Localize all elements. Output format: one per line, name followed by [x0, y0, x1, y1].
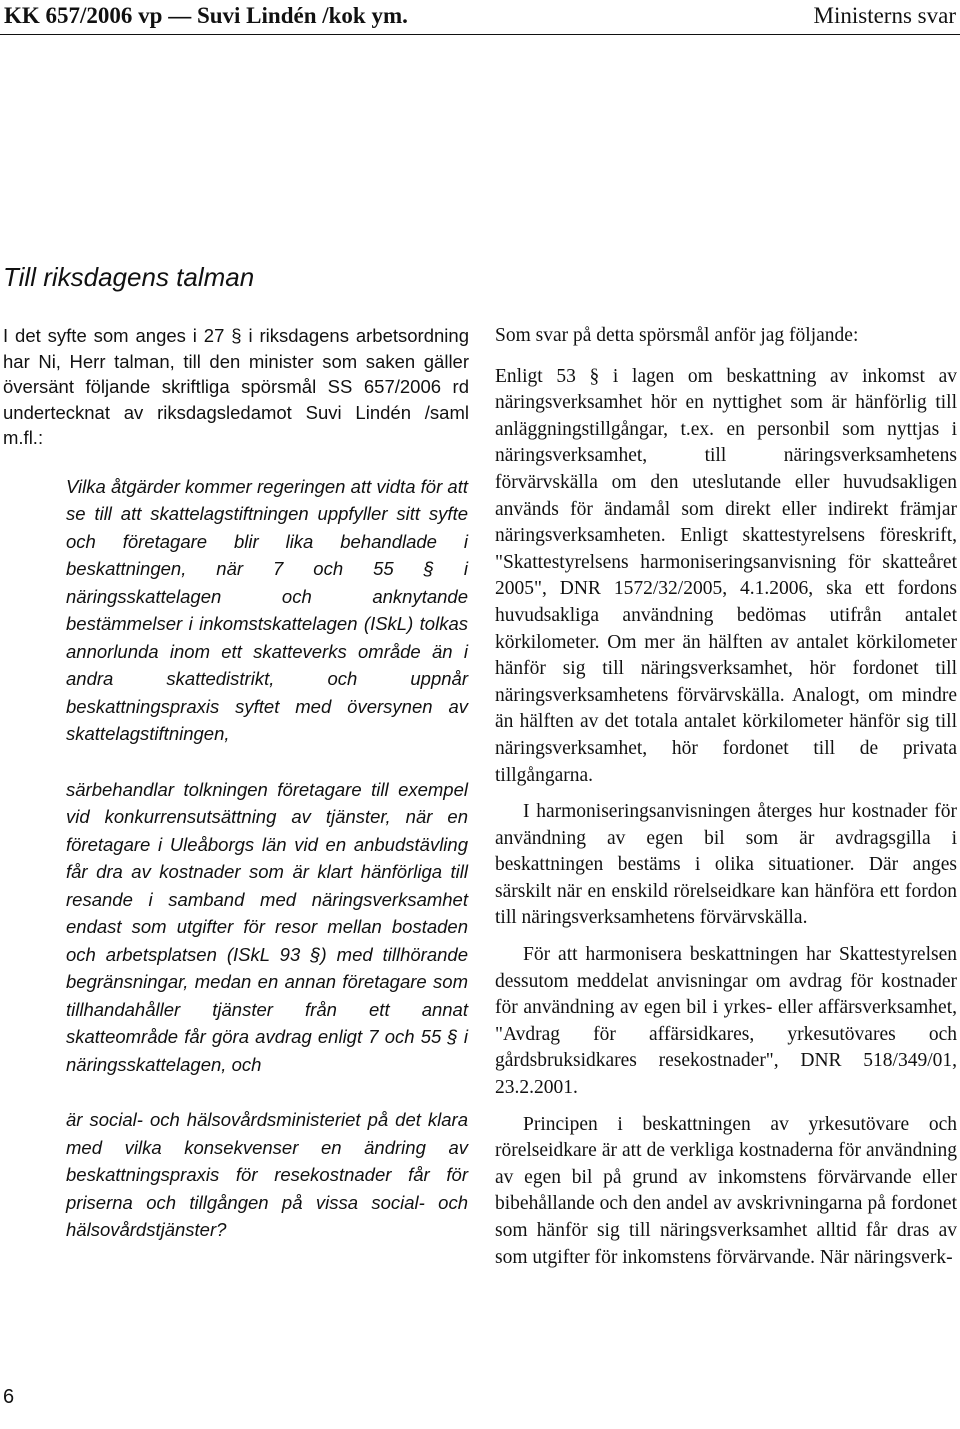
- question-paragraph-2: särbehandlar tolkningen företagare till exempel vid konkurrensutsättning av tjänster, när en företagare i Uleåborgs län vid en anbudstävling får dra av kostnader som är klart hänförliga till resande i samband med näringsverksamhet endast som utgifter för resor mellan bostaden och arbetsplatsen (ISkL 93 §) med tillhörande begränsningar, medan en annan företagare som tillhandahåller tjänster från ett annat skatteområde får göra avdrag enligt 7 och 55 § i näringsskattelagen, och: [66, 778, 468, 1075]
- salutation: Till riksdagens talman: [3, 262, 255, 292]
- page-header: [0, 0, 960, 35]
- left-column: [3, 323, 469, 1272]
- header-reference: KK 657/2006 vp — Suvi Lindén /kok ym.: [4, 3, 408, 28]
- page-number: 6: [3, 1386, 15, 1408]
- intro-paragraph: I det syfte som anges i 27 § i riksdagens arbetsordning har Ni, Herr talman, till den minister som saken gäller översänt följande skriftliga spörsmål SS 657/2006 rd undertecknat av riksdagsledamot Suvi Lindén /saml m.fl.:: [3, 325, 469, 448]
- answer-intro: Som svar på detta spörsmål anför jag följande:: [495, 325, 859, 346]
- question-paragraph-3: är social- och hälsovårdsministeriet på det klara med vilka konsekvenser en ändring av beskattningspraxis för resekostnader får för priserna och tillgången på vissa social- och hälsovårdstjänster?: [66, 1109, 468, 1240]
- answer-paragraph-1: Enligt 53 § i lagen om beskattning av inkomst av näringsverksamhet hör en nyttighet som är hänförlig till anläggningstillgångar, t.ex. en personbil som nyttjas i näringsverksamhet, till näringsverksamhetens förvärvskälla om den uteslutande eller huvudsakligen används för ändamål som direkt eller indirekt främjar näringsverksamheten. Enligt skattestyrelsens föreskrift, "Skattestyrelsens harmoniseringsanvisning för skatteåret 2005", DNR 1572/32/2005, 4.1.2006, ska ett fordons huvudsakliga användning bedömas utifrån antalet körkilometer. Om mer än hälften av antalet körkilometer hänför sig till näringsverksamhet, hör fordonet till näringsverksamhetens förvärvskälla. Analogt, om mindre än hälften av det totala antalet körkilometer hänför sig till näringsverksamhet, hör fordonet till de privata tillgångarna.: [495, 365, 957, 786]
- question-section: [66, 473, 468, 1244]
- question-paragraph-1: Vilka åtgärder kommer regeringen att vidta för att se till att skattelagstiftningen uppfyller sitt syfte och företagare blir lika behandlade i beskattningen, när 7 och 55 § i näringsskattelagen och anknytande bestämmelser i inkomstskattelagen (ISkL) tolkas annorlunda inom ett skatteverks område än i andra skattedistrikt, och uppnår beskattningspraxis syftet med översynen av skattelagstiftningen,: [66, 475, 468, 744]
- answer-paragraph-4: Principen i beskattningen av yrkesutövare och rörelseidkare är att de verkliga kostnaderna för användning av egen bil på grund av inkomstens förvärvande eller bibehållande och den andel av avskrivningarna på fordonet som hänför sig till näringsverksamhet alltid får dras av som utgifter för inkomstens förvärvande. När näringsverk-: [495, 1113, 957, 1268]
- intro-section: [3, 323, 469, 451]
- right-column: [495, 323, 957, 1271]
- answer-paragraph-3: För att harmonisera beskattningen har Skattestyrelsen dessutom meddelat anvisningar om avdrag för kostnader för användning av egen bil i yrkes- eller affärsverksamhet, "Avdrag för affärsidkares, yrkesutövares och gårdsbruksidkares resekostnader", DNR 518/349/01, 23.2.2001.: [495, 944, 957, 1099]
- answer-paragraph-2: I harmoniseringsanvisningen återges hur kostnader för användning av egen bil som är avdragsgilla i beskattningen bestäms i olika situationer. Där anges särskilt när en enskild rörelseidkare kan hänföra ett fordon till näringsverksamhetens förvärvskälla.: [495, 801, 957, 929]
- header-section-title: Ministerns svar: [813, 3, 956, 28]
